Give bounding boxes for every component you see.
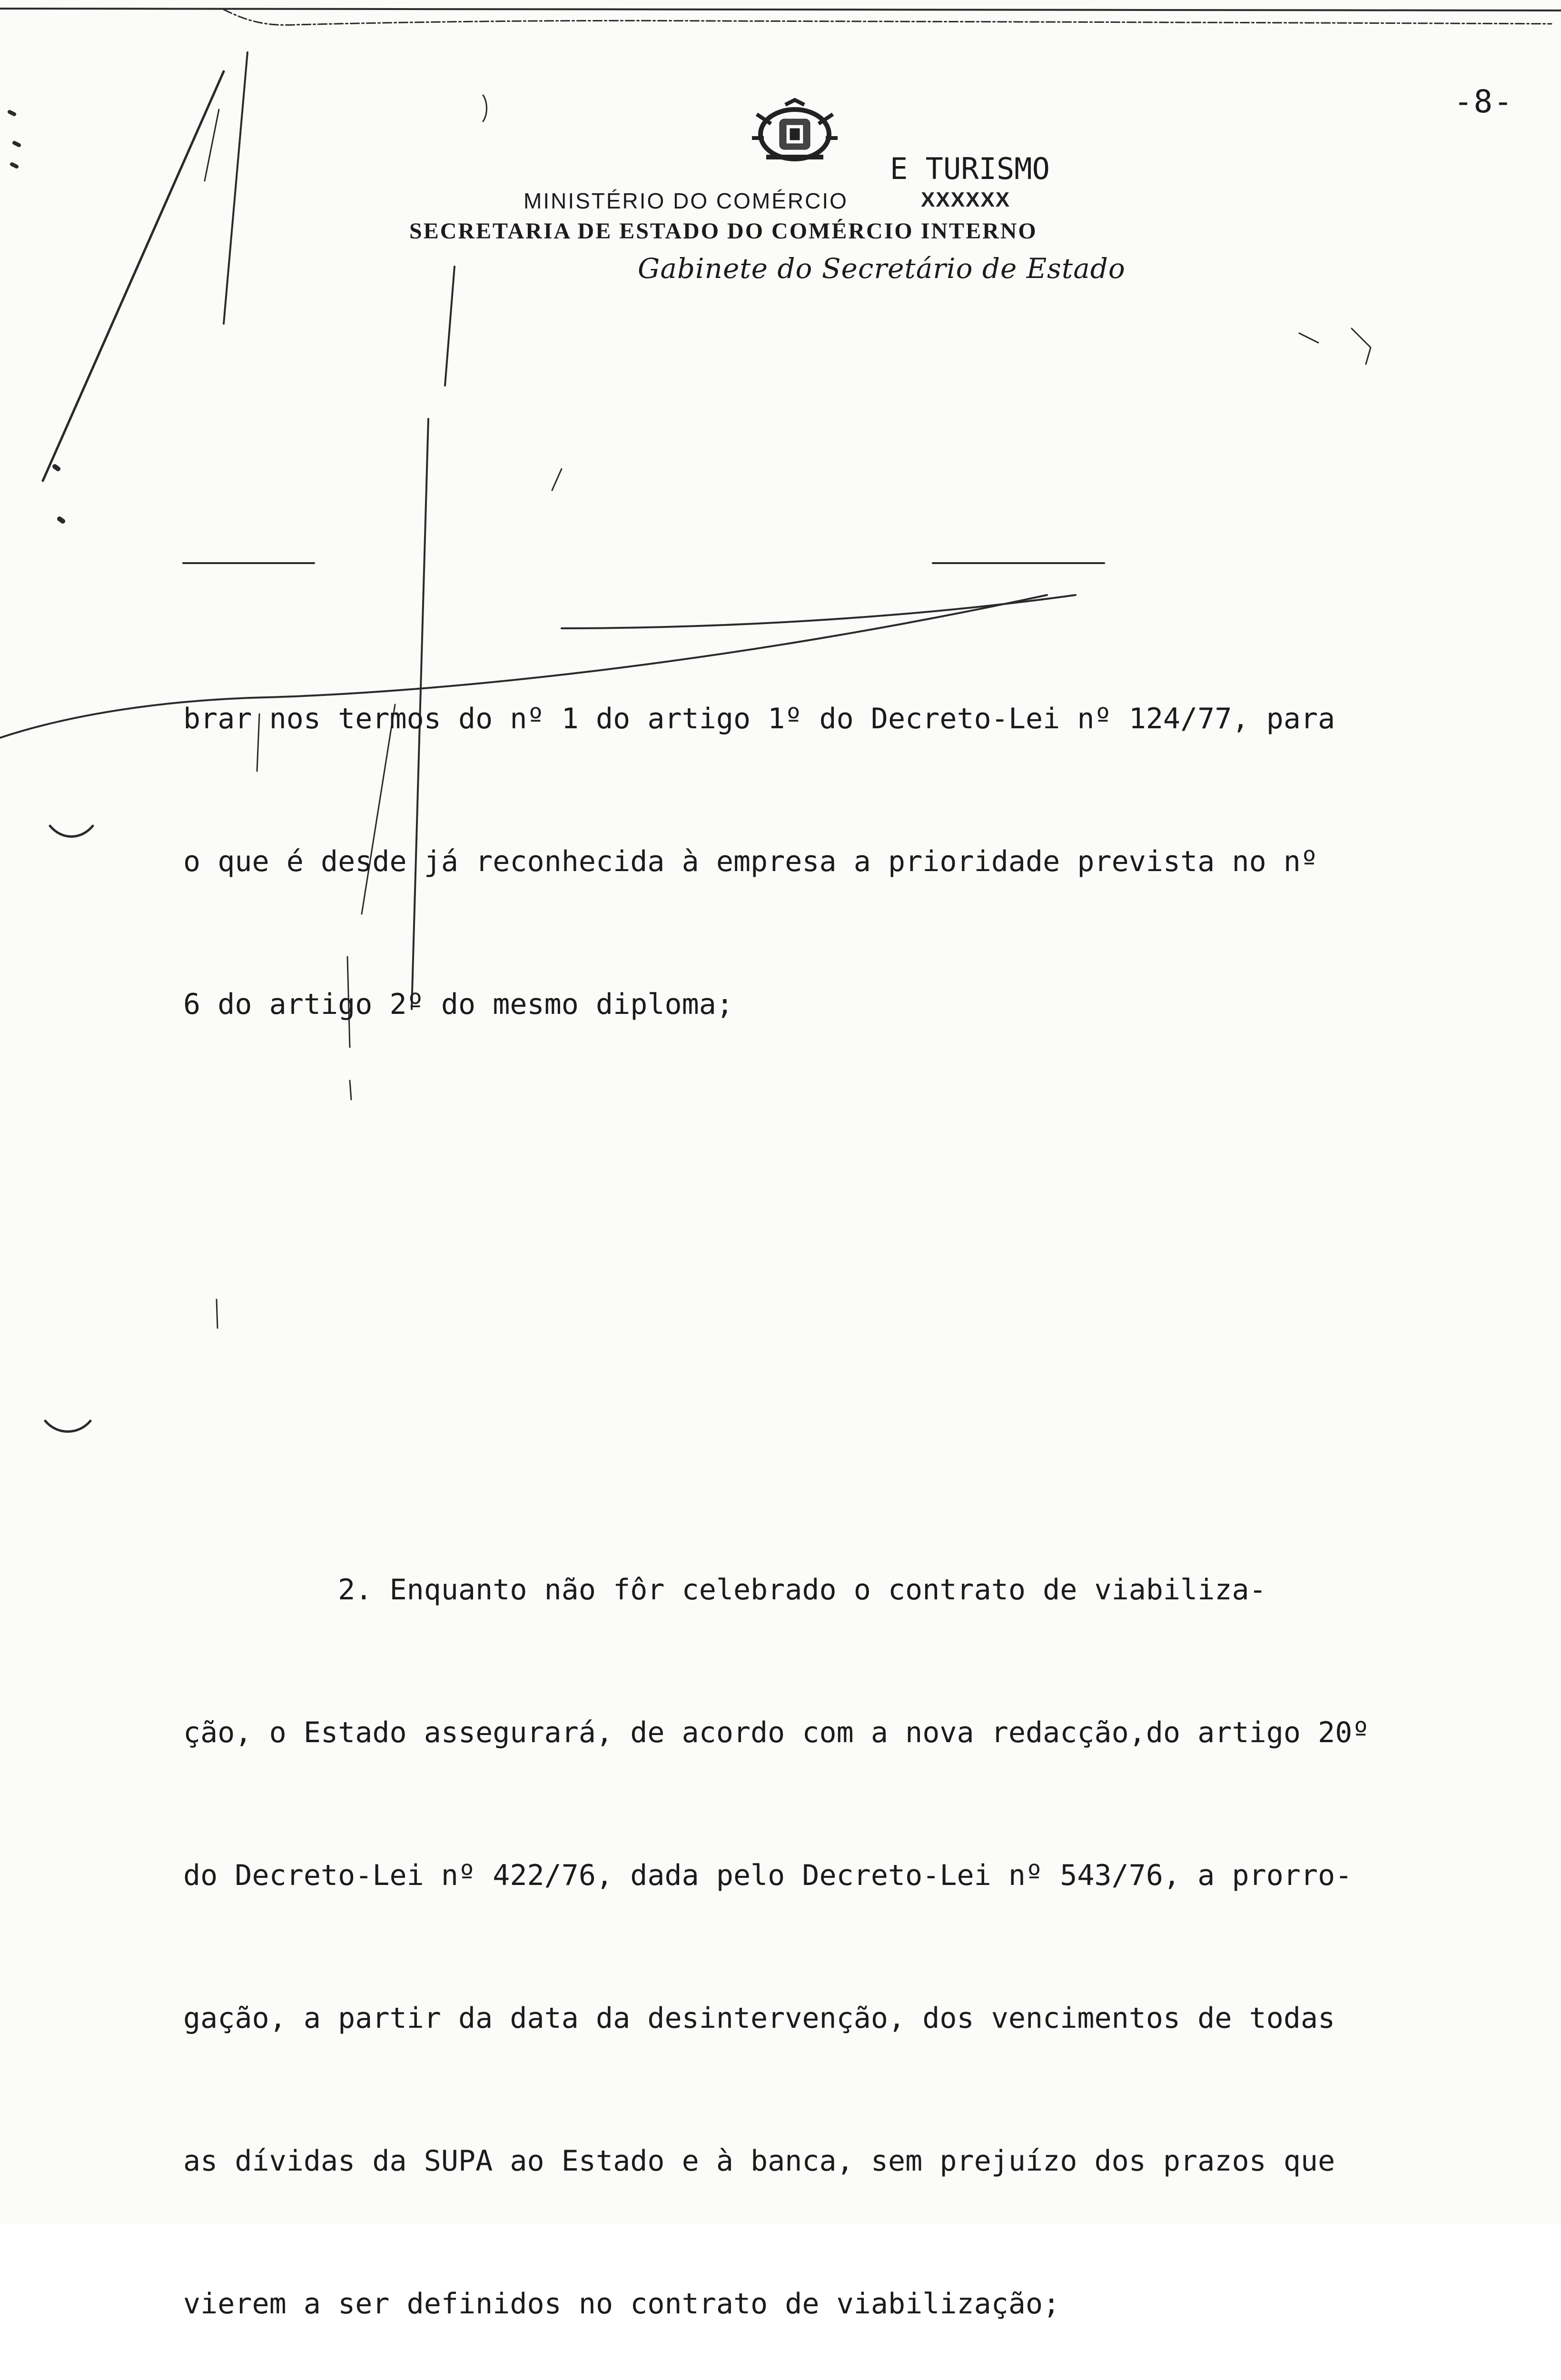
paren-mark <box>483 95 487 121</box>
top-edge-line <box>0 9 1561 10</box>
text-line: 2. Enquanto não fôr celebrado o contrato de viabiliza- <box>183 1573 1266 1606</box>
text-line: vierem a ser definidos no contrato de viabilização; <box>183 2287 1060 2320</box>
top-curve-line <box>224 10 1551 25</box>
text-line: ção, o Estado assegurará, de acordo com a nova redacção,do artigo 20º <box>183 1716 1370 1749</box>
paragraph-2 <box>183 1471 1544 2380</box>
ministry-name-typed-suffix: E TURISMO <box>890 151 1050 186</box>
left-curl-1 <box>50 826 93 837</box>
left-dot-row <box>55 466 63 521</box>
left-short-line <box>205 109 219 181</box>
office-heading: Gabinete do Secretário de Estado <box>638 252 1126 285</box>
ministry-struck-text: XXXXXX <box>921 188 1011 211</box>
slash-mark <box>552 469 562 490</box>
text-line: do Decreto-Lei nº 422/76, dada pelo Decreto-Lei nº 543/76, a prorro- <box>183 1859 1353 1892</box>
left-diagonal-line-1 <box>43 71 224 481</box>
ministry-name-printed: MINISTÉRIO DO COMÉRCIO <box>524 188 848 213</box>
left-dots <box>10 112 19 167</box>
page-number: -8- <box>1453 83 1513 120</box>
secretariat-heading: SECRETARIA DE ESTADO DO COMÉRCIO INTERNO <box>409 218 1037 244</box>
document-body <box>183 505 1544 2380</box>
text-line: o que é desde já reconhecida à empresa a prioridade prevista no nº <box>183 845 1318 878</box>
text-line: gação, a partir da data da desintervenção, dos vencimentos de todas <box>183 2002 1335 2035</box>
vertical-line-center <box>445 267 454 386</box>
text-line: 6 do artigo 2º do mesmo diploma; <box>183 988 733 1021</box>
coat-of-arms-icon <box>742 100 847 167</box>
right-tick-2 <box>1352 328 1371 364</box>
left-diagonal-line-2 <box>224 52 247 324</box>
right-tick-1 <box>1299 333 1318 343</box>
paragraph-1 <box>183 600 1544 1123</box>
text-line: brar nos termos do nº 1 do artigo 1º do Decreto-Lei nº 124/77, para <box>183 702 1335 735</box>
text-line: as dívidas da SUPA ao Estado e à banca, sem prejuízo dos prazos que <box>183 2144 1335 2178</box>
left-curl-2 <box>45 1421 90 1432</box>
